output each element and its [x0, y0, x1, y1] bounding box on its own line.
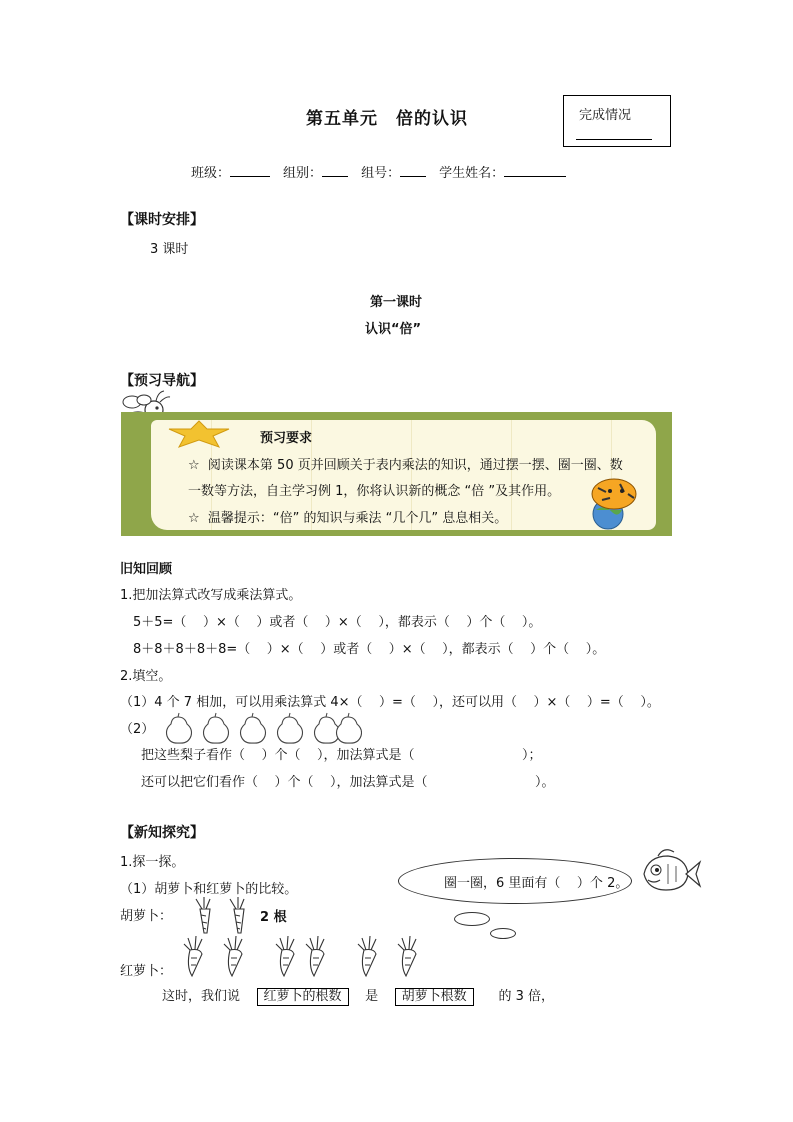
review-q2: 2.填空。	[120, 669, 172, 684]
number-label: 组号：	[361, 166, 401, 181]
review-heading: 旧知回顾	[120, 562, 173, 577]
tiger-globe-icon	[580, 474, 642, 530]
explore-q1: 1.探一探。	[120, 855, 185, 870]
thought-bubble-2	[490, 928, 516, 939]
conclusion-pre: 这时，我们说	[162, 989, 241, 1004]
thought-bubble-1	[454, 912, 490, 926]
carrot-count: 2 根	[260, 910, 287, 925]
fish-icon	[636, 846, 702, 900]
review-q2b-label: （2）	[120, 722, 155, 737]
lesson-title: 认识“倍”	[365, 322, 422, 337]
number-blank[interactable]	[400, 164, 426, 177]
star-icon	[167, 420, 231, 448]
schedule-value: 3 课时	[150, 242, 189, 257]
conclusion-mid: 是	[365, 989, 379, 1004]
conclusion-post: 的 3 倍，	[498, 989, 554, 1004]
carrot-label: 胡萝卜：	[120, 909, 173, 924]
review-q2b-line2[interactable]: 还可以把它们看作（ ）个（ ），加法算式是（ ）。	[141, 775, 555, 790]
review-q1a[interactable]: 5＋5=（ ）×（ ）或者（ ）×（ ），都表示（ ）个（ ）。	[133, 615, 542, 630]
name-blank[interactable]	[504, 164, 566, 177]
carrot-count-box: 胡萝卜根数	[395, 988, 474, 1006]
review-q2b-line1[interactable]: 把这些梨子看作（ ）个（ ），加法算式是（ ）；	[141, 748, 542, 763]
explore-heading: 【新知探究】	[120, 825, 204, 841]
pears-illustration	[162, 712, 362, 746]
conclusion-sentence	[162, 985, 554, 1006]
carrots-illustration	[190, 895, 260, 935]
completion-status-line[interactable]	[576, 139, 652, 140]
completion-status-label: 完成情况	[579, 108, 632, 123]
group-label: 组别：	[283, 166, 323, 181]
cloud-text[interactable]: 圈一圈，6 里面有（ ）个 2。	[444, 876, 629, 891]
class-label: 班级：	[191, 166, 231, 181]
completion-status-box	[563, 95, 671, 147]
student-info-row	[191, 162, 566, 181]
name-label: 学生姓名：	[439, 166, 505, 181]
preview-line-3: ☆ 温馨提示：“倍” 的知识与乘法 “几个几” 息息相关。	[188, 511, 508, 526]
radishes-illustration	[178, 936, 428, 980]
review-q1: 1.把加法算式改写成乘法算式。	[120, 588, 302, 603]
preview-line-2: 一数等方法，自主学习例 1，你将认识新的概念 “倍 ”及其作用。	[188, 484, 561, 499]
preview-line-1: ☆ 阅读课本第 50 页并回顾关于表内乘法的知识，通过摆一摆、圈一圈、数	[188, 458, 623, 473]
lesson-number: 第一课时	[370, 295, 423, 310]
class-blank[interactable]	[230, 164, 270, 177]
radish-count-box: 红萝卜的根数	[257, 988, 349, 1006]
schedule-heading: 【课时安排】	[120, 212, 204, 228]
radish-label: 红萝卜：	[120, 964, 173, 979]
review-q2a[interactable]: （1）4 个 7 相加，可以用乘法算式 4×（ ）=（ ），还可以用（ ）×（ ）=（ ）。	[120, 695, 660, 710]
preview-heading: 【预习导航】	[120, 373, 204, 389]
page-title: 第五单元 倍的认识	[306, 109, 468, 129]
group-blank[interactable]	[322, 164, 348, 177]
preview-box-title: 预习要求	[260, 431, 313, 446]
explore-q1a: （1）胡萝卜和红萝卜的比较。	[120, 882, 298, 897]
review-q1b[interactable]: 8＋8＋8＋8＋8=（ ）×（ ）或者（ ）×（ ），都表示（ ）个（ ）。	[133, 642, 606, 657]
